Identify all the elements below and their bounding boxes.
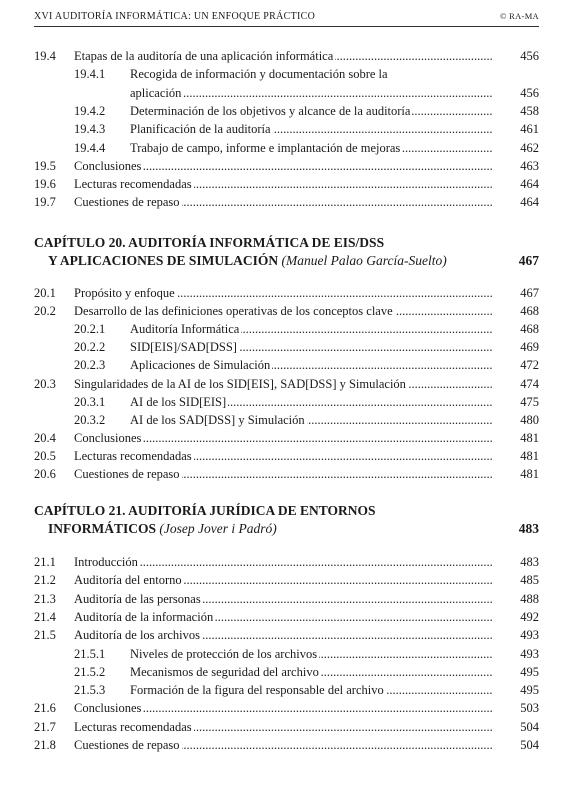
toc-entry-title: Auditoría de la información [74, 609, 214, 624]
toc-entry-page: 493 [520, 628, 539, 643]
toc-entry-number: 20.1 [34, 286, 56, 300]
toc-entry [34, 375, 539, 393]
chapter-20-title-line1: CAPÍTULO 20. AUDITORÍA INFORMÁTICA DE EIS/DSS [34, 235, 385, 250]
toc-entry-number: 20.2.2 [74, 340, 106, 355]
header-publisher: © RA-MA [499, 11, 539, 21]
toc-entry-title-wrap [74, 47, 493, 65]
toc-entry-title: Mecanismos de seguridad del archivo [130, 664, 319, 679]
toc-entry-page: 495 [520, 664, 539, 679]
toc-entry [34, 302, 539, 320]
chapter-21-title-line2-wrap [34, 520, 539, 538]
toc-entry-title: Aplicaciones de Simulación [130, 358, 271, 373]
toc-entry [34, 411, 539, 429]
toc-entry [34, 718, 539, 736]
toc-entry [34, 571, 539, 589]
toc-entry-number: 19.4.4 [74, 140, 106, 155]
toc-entry-page: 464 [520, 195, 539, 210]
toc-entry-page: 483 [520, 555, 539, 569]
toc-entry-page: 475 [520, 394, 539, 409]
toc-entry [34, 120, 539, 138]
toc-entry-page: 469 [520, 340, 539, 355]
toc-entry-title-wrap [74, 157, 493, 175]
toc-entry [34, 608, 539, 626]
toc-entry-title-wrap [74, 718, 493, 736]
toc-entry-title-wrap [74, 626, 493, 644]
toc-entry-title: Introducción [74, 555, 138, 569]
toc-entry-page: 503 [520, 701, 539, 716]
toc-entry-title-wrap [130, 320, 493, 338]
toc-entry-number: 20.3 [34, 376, 56, 391]
toc-entry-page: 474 [520, 376, 539, 391]
toc-entry [34, 102, 539, 120]
toc-entry [34, 175, 539, 193]
toc-entry [34, 320, 539, 338]
toc-entry-title-wrap [74, 284, 493, 302]
toc-entry-title: Singularidades de la AI de los SID[EIS], SAD[DSS] y Simulación [74, 376, 406, 391]
toc-entry-number: 20.3.2 [74, 412, 106, 427]
toc-entry-page: 468 [520, 304, 539, 319]
toc-entry [34, 139, 539, 157]
toc-entry-number: 19.4 [34, 49, 56, 63]
toc-entry-number: 20.4 [34, 430, 56, 445]
toc-entry-number: 21.5.1 [74, 646, 106, 661]
toc-entry-number: 20.3.1 [74, 394, 106, 409]
toc-entry-title-wrap [130, 645, 493, 663]
toc-entry-title: Auditoría Informática [130, 322, 240, 337]
running-header [34, 8, 539, 27]
toc-entry [34, 626, 539, 644]
toc-entry-page: 504 [520, 719, 539, 734]
toc-entry-page: 464 [520, 177, 539, 192]
chapter-20-title-line2-wrap [34, 252, 539, 270]
toc-entry-page: 504 [520, 738, 539, 752]
toc-entry-page: 492 [520, 609, 539, 624]
toc-entry [34, 736, 539, 754]
toc-entry-title-wrap [74, 429, 493, 447]
toc-entry-title: Formación de la figura del responsable del archivo [130, 683, 384, 698]
toc-entry-title-wrap [130, 663, 493, 681]
toc-entry-title: Propósito y enfoque [74, 286, 175, 300]
toc-entry-number: 20.2.1 [74, 322, 106, 337]
toc-entry-title-wrap [130, 139, 493, 157]
toc-entry-number: 21.5.3 [74, 683, 106, 698]
toc-entry-page: 485 [520, 573, 539, 588]
toc-entry-title: Determinación de los objetivos y alcance de la auditoría [130, 103, 411, 118]
toc-entry-title: SID[EIS]/SAD[DSS] [130, 340, 237, 355]
toc-entry-page: 481 [520, 448, 539, 463]
toc-entry-page: 467 [520, 286, 539, 300]
toc-entry-title-wrap [74, 375, 493, 393]
toc-entry-page: 456 [520, 49, 539, 63]
toc-entry-title: Conclusiones [74, 430, 142, 445]
chapter-21-title-line1: CAPÍTULO 21. AUDITORÍA JURÍDICA DE ENTORNOS [34, 503, 376, 518]
toc-entry-title-wrap [130, 65, 493, 83]
toc-entry-title-wrap [74, 699, 493, 717]
toc-entry-title: Cuestiones de repaso [74, 195, 180, 210]
toc-entry-number: 19.6 [34, 177, 56, 192]
toc-entry-number: 20.5 [34, 448, 56, 463]
toc-entry-page: 480 [520, 412, 539, 427]
chapter-21-title-line2: INFORMÁTICOS [48, 521, 157, 536]
toc-entry [34, 84, 539, 102]
toc-entry-title-wrap [130, 393, 493, 411]
chapter-21-page: 483 [518, 521, 539, 536]
toc-entry-page: 462 [520, 140, 539, 155]
toc-entry-title-wrap [130, 102, 493, 120]
toc-entry-page: 461 [520, 122, 539, 137]
toc-entry [34, 447, 539, 465]
toc-entry [34, 356, 539, 374]
toc-entry-number: 21.5.2 [74, 664, 106, 679]
toc-entry [34, 284, 539, 302]
chapter-21-author: (Josep Jover i Padró) [159, 521, 277, 536]
toc-entry-title-wrap [130, 356, 493, 374]
toc-entry-title: Desarrollo de las definiciones operativas de los conceptos clave [74, 304, 393, 319]
toc-entry-number: 20.2.3 [74, 358, 106, 373]
toc-entry [34, 429, 539, 447]
toc-entry [34, 699, 539, 717]
chapter-20-author: (Manuel Palao García-Suelto) [281, 253, 447, 268]
toc-entry [34, 65, 539, 83]
toc-entry-title: Conclusiones [74, 158, 142, 173]
toc-entry-number: 19.5 [34, 158, 56, 173]
toc-entry [34, 47, 539, 65]
toc-entry [34, 465, 539, 483]
toc-entry-title: Niveles de protección de los archivos [130, 646, 318, 661]
toc-entry-title: Lecturas recomendadas [74, 177, 192, 192]
toc-entry-title: Cuestiones de repaso [74, 738, 180, 752]
toc-entry-title: Recogida de información y documentación sobre la [130, 67, 388, 82]
toc-entry-page: 495 [520, 683, 539, 698]
header-title: XVI AUDITORÍA INFORMÁTICA: UN ENFOQUE PRÁCTICO [34, 11, 316, 22]
toc-entry-title-wrap [130, 120, 493, 138]
toc-entry [34, 590, 539, 608]
toc-entry-title: Lecturas recomendadas [74, 719, 192, 734]
toc-entry-number: 20.2 [34, 304, 56, 319]
toc-entry-title: Planificación de la auditoría [130, 122, 271, 137]
chapter-20-heading [34, 234, 539, 270]
toc-entry [34, 338, 539, 356]
toc-entry-number: 19.4.1 [74, 67, 106, 82]
toc-entry-title: Auditoría de las personas [74, 591, 201, 606]
chapter-20-title-line2: Y APLICACIONES DE SIMULACIÓN [48, 253, 279, 268]
toc-entry-page: 481 [520, 467, 539, 481]
toc-entry-title-wrap [74, 736, 493, 754]
toc-entry-number: 21.1 [34, 555, 56, 569]
chapter-20-page: 467 [518, 253, 539, 268]
toc-entry-page: 463 [520, 158, 539, 173]
toc-entry-title: Conclusiones [74, 701, 142, 716]
toc-entry-title-wrap [74, 447, 493, 465]
toc-entry-title: AI de los SID[EIS] [130, 394, 227, 409]
toc-entry-number: 20.6 [34, 467, 56, 481]
toc-entry-title: Auditoría del entorno [74, 573, 182, 588]
toc-entry-page: 493 [520, 646, 539, 661]
toc-entry-title: Etapas de la auditoría de una aplicación informática [74, 49, 334, 63]
toc-entry-number: 21.7 [34, 719, 56, 734]
toc-entry-page: 481 [520, 430, 539, 445]
toc-entry-page: 488 [520, 591, 539, 606]
toc-entry-title: AI de los SAD[DSS] y Simulación [130, 412, 305, 427]
toc-entry-number: 21.8 [34, 738, 56, 752]
toc-entry [34, 157, 539, 175]
toc-entry-page: 472 [520, 358, 539, 373]
toc-entry-title-wrap [130, 84, 493, 102]
toc-entry-title: Auditoría de los archivos [74, 628, 201, 643]
toc-entry-number: 19.7 [34, 195, 56, 210]
toc-entry [34, 681, 539, 699]
toc-entry-title-wrap [74, 590, 493, 608]
toc-entry-title-wrap [74, 302, 493, 320]
chapter-21-heading [34, 502, 539, 538]
toc-entry-title-wrap [74, 465, 493, 483]
toc-entry-page: 456 [520, 85, 539, 100]
toc-entry [34, 645, 539, 663]
toc-entry-title: Lecturas recomendadas [74, 448, 192, 463]
toc-entry-number: 21.6 [34, 701, 56, 716]
toc-entry-title: aplicación [130, 85, 182, 100]
toc-entry-title: Cuestiones de repaso [74, 467, 180, 481]
toc-entry-title-wrap [74, 175, 493, 193]
toc-entry-title-wrap [74, 193, 493, 211]
toc-entry-title-wrap [130, 411, 493, 429]
toc-entry-number: 19.4.3 [74, 122, 106, 137]
toc-entry-number: 21.5 [34, 628, 56, 643]
toc-entry-number: 19.4.2 [74, 103, 106, 118]
toc-entry-title: Trabajo de campo, informe e implantación de mejoras [130, 140, 401, 155]
toc-entry [34, 193, 539, 211]
toc-entry-number: 21.2 [34, 573, 56, 588]
toc-entry [34, 663, 539, 681]
toc-entry-title-wrap [74, 608, 493, 626]
toc-entry-number: 21.4 [34, 609, 56, 624]
toc-entry-title-wrap [74, 553, 493, 571]
toc-entry-title-wrap [130, 681, 493, 699]
toc-entry-title-wrap [74, 571, 493, 589]
toc-entry-number: 21.3 [34, 591, 56, 606]
toc-entry [34, 393, 539, 411]
toc-entry-title-wrap [130, 338, 493, 356]
toc-entry [34, 553, 539, 571]
toc-entry-page: 458 [520, 103, 539, 118]
toc-entry-page: 468 [520, 322, 539, 337]
